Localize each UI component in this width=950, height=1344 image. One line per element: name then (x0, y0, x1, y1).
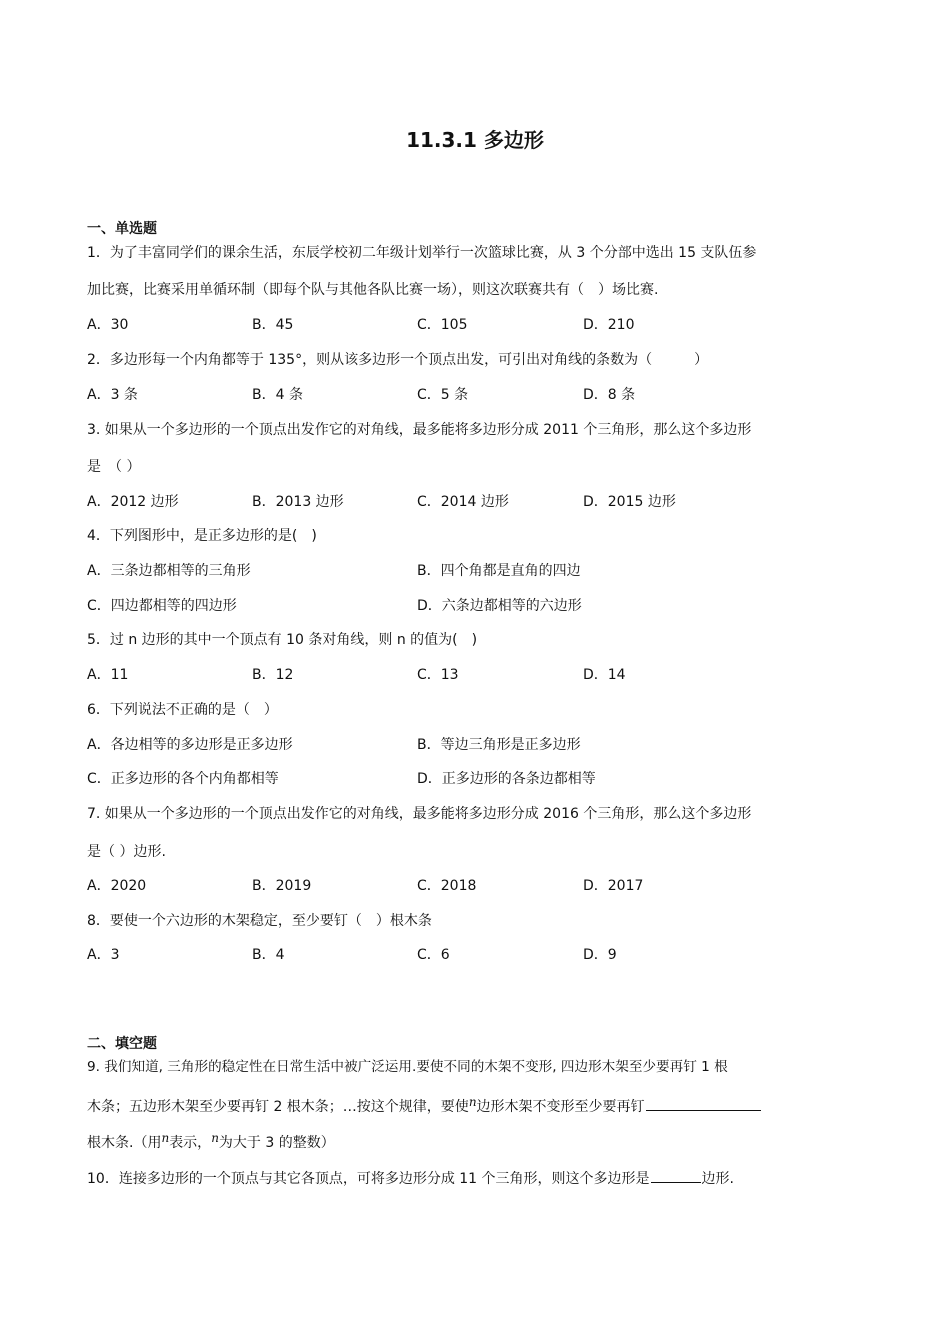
question-1-option-a: A．30 (87, 317, 129, 333)
question-8-option-b: B．4 (252, 947, 285, 963)
question-10-text-a: 10．连接多边形的一个顶点与其它各顶点，可将多边形分成 11 个三角形，则这个多边形是 (87, 1171, 650, 1187)
question-5-option-d: D．14 (583, 667, 626, 683)
question-1-option-c: C．105 (417, 317, 468, 333)
question-7-option-d: D．2017 (583, 878, 644, 894)
question-3-option-a: A．2012 边形 (87, 494, 179, 510)
question-2-option-b: B．4 条 (252, 387, 303, 403)
question-6-line-1: 6．下列说法不正确的是（ ） (87, 702, 278, 718)
question-4-option-a: A．三条边都相等的三角形 (87, 563, 251, 579)
question-8-option-d: D．9 (583, 947, 617, 963)
question-9-line-1: 9. 我们知道, 三角形的稳定性在日常生活中被广泛运用.要使不同的木架不变形, 四边形木架至少要再钉 1 根 (87, 1059, 728, 1075)
question-6-option-a: A．各边相等的多边形是正多边形 (87, 737, 293, 753)
question-8-option-c: C．6 (417, 947, 450, 963)
question-5-option-a: A．11 (87, 667, 129, 683)
question-9-line-2 (87, 1096, 762, 1117)
question-4-option-b: B．四个角都是直角的四边 (417, 563, 581, 579)
question-1-line-1: 1．为了丰富同学们的课余生活，东辰学校初二年级计划举行一次篮球比赛，从 3 个分部中选出 15 支队伍参 (87, 245, 757, 261)
variable-n: n (468, 1095, 477, 1109)
question-9-line-3-text-b: 表示， (169, 1135, 212, 1151)
question-9-line-3-text-a: 根木条.（用 (87, 1135, 162, 1151)
question-3-option-d: D．2015 边形 (583, 494, 676, 510)
question-2-option-a: A．3 条 (87, 387, 138, 403)
question-5-option-c: C．13 (417, 667, 459, 683)
answer-blank-9[interactable] (646, 1096, 761, 1111)
question-6-option-c: C．正多边形的各个内角都相等 (87, 771, 279, 787)
question-1-option-b: B．45 (252, 317, 294, 333)
question-6-option-b: B．等边三角形是正多边形 (417, 737, 581, 753)
question-9-line-2-text-b: 边形木架不变形至少要再钉 (476, 1099, 645, 1115)
question-2-option-c: C．5 条 (417, 387, 469, 403)
page-title: 11.3.1 多边形 (406, 128, 544, 152)
question-9-line-2-text-a: 木条；五边形木架至少要再钉 2 根木条；…按这个规律，要使 (87, 1099, 469, 1115)
question-7-line-1: 7. 如果从一个多边形的一个顶点出发作它的对角线，最多能将多边形分成 2016 个三角形，那么这个多边形 (87, 806, 752, 822)
question-3-line-1: 3. 如果从一个多边形的一个顶点出发作它的对角线，最多能将多边形分成 2011 个三角形，那么这个多边形 (87, 422, 752, 438)
section-heading-fill-blank: 二、填空题 (87, 1036, 157, 1052)
question-8-line-1: 8．要使一个六边形的木架稳定，至少要钉（ ）根木条 (87, 913, 432, 929)
question-2-line-1: 2．多边形每一个内角都等于 135°，则从该多边形一个顶点出发，可引出对角线的条数为（ ） (87, 352, 709, 368)
question-7-option-a: A．2020 (87, 878, 147, 894)
section-heading-single-choice: 一、单选题 (87, 221, 157, 237)
question-1-option-d: D．210 (583, 317, 635, 333)
question-5-option-b: B．12 (252, 667, 294, 683)
question-7-line-2: 是（ ）边形. (87, 844, 166, 860)
question-3-option-c: C．2014 边形 (417, 494, 509, 510)
question-9-line-3 (87, 1133, 335, 1153)
question-5-line-1: 5．过 n 边形的其中一个顶点有 10 条对角线，则 n 的值为( ) (87, 632, 478, 648)
variable-n: n (161, 1131, 170, 1145)
question-3-line-2: 是 （ ） (87, 459, 141, 475)
answer-blank-10[interactable] (651, 1168, 701, 1183)
question-8-option-a: A．3 (87, 947, 120, 963)
question-7-option-b: B．2019 (252, 878, 312, 894)
variable-n: n (211, 1131, 219, 1145)
question-4-line-1: 4．下列图形中，是正多边形的是( ) (87, 528, 317, 544)
question-2-option-d: D．8 条 (583, 387, 636, 403)
question-10-line-1 (87, 1168, 734, 1189)
question-4-option-c: C．四边都相等的四边形 (87, 598, 237, 614)
question-9-line-3-text-c: 为大于 3 的整数） (218, 1135, 335, 1151)
question-4-option-d: D．六条边都相等的六边形 (417, 598, 582, 614)
question-1-line-2: 加比赛，比赛采用单循环制（即每个队与其他各队比赛一场），则这次联赛共有（ ）场比赛. (87, 282, 659, 298)
question-3-option-b: B．2013 边形 (252, 494, 344, 510)
question-7-option-c: C．2018 (417, 878, 477, 894)
question-10-text-b: 边形. (701, 1171, 734, 1187)
question-6-option-d: D．正多边形的各条边都相等 (417, 771, 596, 787)
